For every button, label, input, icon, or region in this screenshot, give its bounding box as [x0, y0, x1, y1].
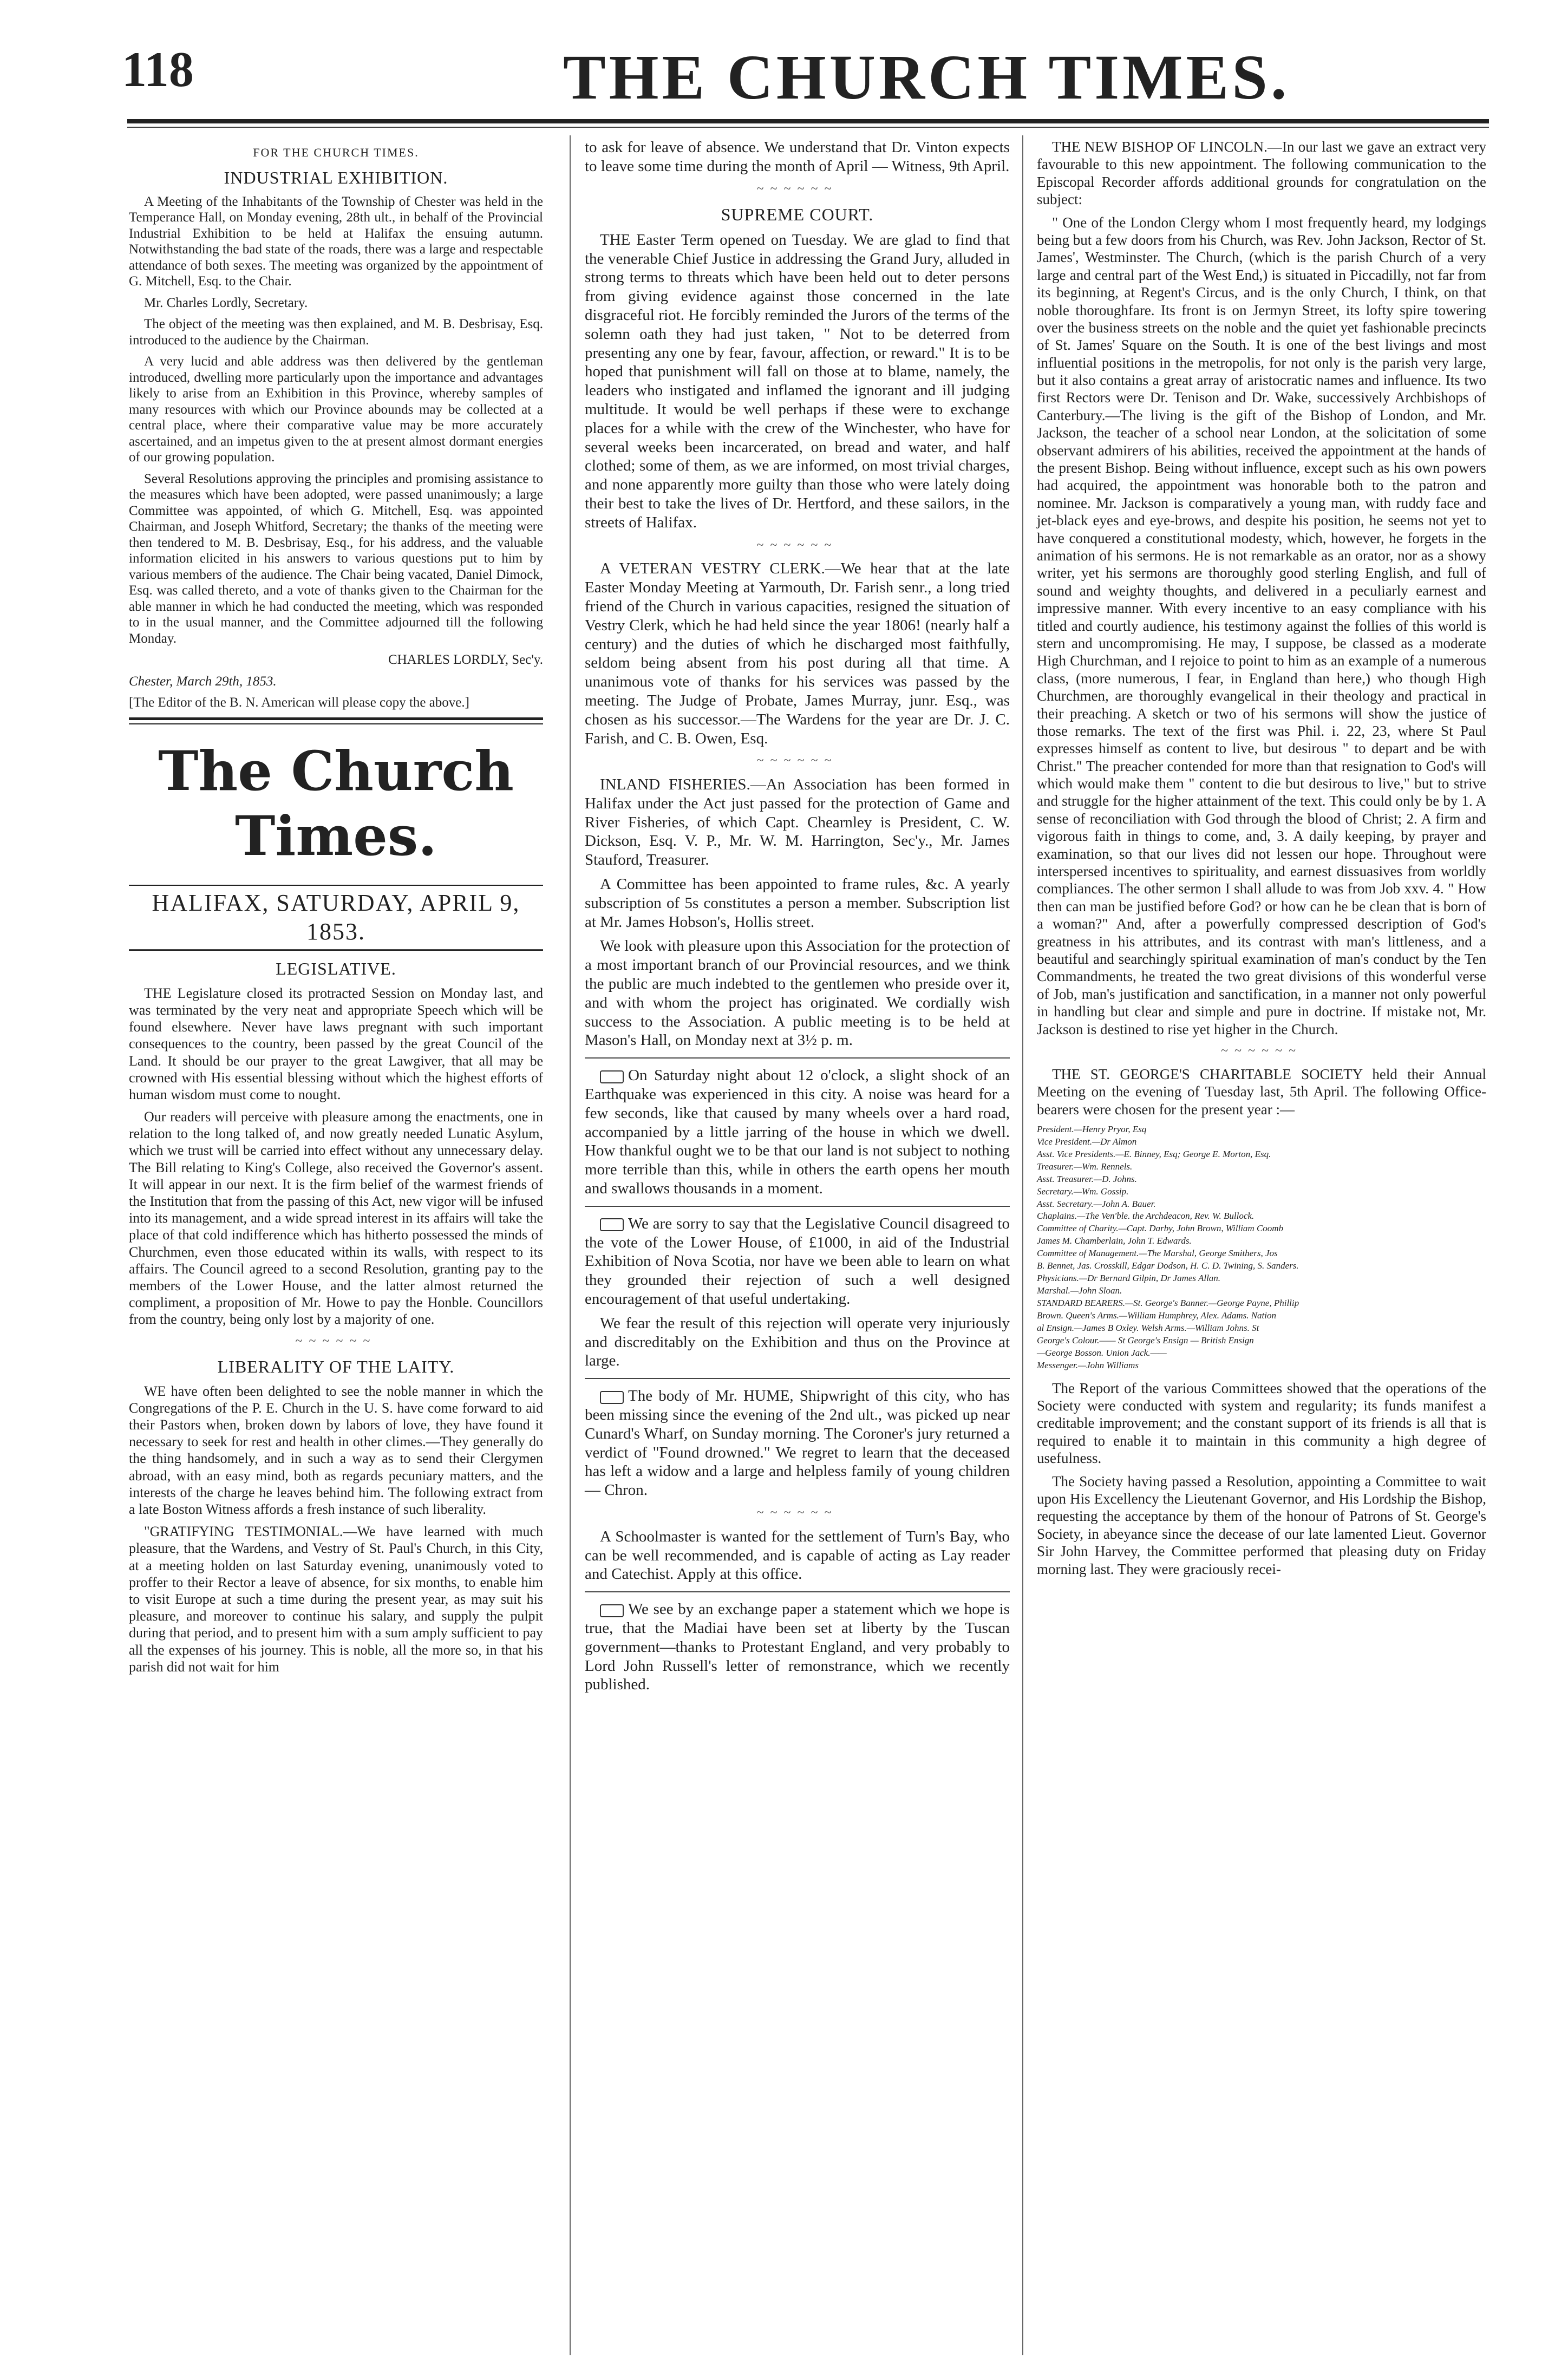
header-rule-thin — [127, 127, 1489, 128]
separator-ornament: ~~~~~~ — [1221, 1043, 1302, 1058]
list-item: Chaplains.—The Ven'ble. the Archdeacon, Rev. W. Bullock. — [1037, 1211, 1255, 1221]
masthead-title: THE CHURCH TIMES. — [563, 42, 1290, 113]
list-item: Physicians.—Dr Bernard Gilpin, Dr James Allan. — [1037, 1273, 1221, 1284]
article-signature: CHARLES LORDLY, Sec'y. — [388, 652, 543, 668]
column-right — [1037, 138, 1486, 1583]
editor-note: [The Editor of the B. N. American will please copy the above.] — [129, 695, 469, 710]
list-item: Asst. Secretary.—John A. Bauer. — [1037, 1198, 1156, 1209]
article-paragraph: to ask for leave of absence. We understand that Dr. Vinton expects to leave some time during the month of April — Witness, 9th April. — [585, 139, 1010, 175]
article-paragraph: We see by an exchange paper a statement which we hope is true, that the Madiai have been set at liberty by the Tuscan government—thanks to Protestant England, and very probably to Lord John Russell's letter of remonstrance, which we recently published. — [585, 1600, 1010, 1694]
article-paragraph: The Report of the various Committees showed that the operations of the Society were conducted with system and regularity; its funds manifest a creditable improvement; and the constant support of its friends is all that is required to enable it to maintain in this community a high degree of usefulness. — [1037, 1380, 1486, 1467]
separator-ornament: ~~~~~~ — [295, 1334, 377, 1348]
separator-ornament: ~~~~~~ — [756, 538, 838, 552]
pointing-hand-icon — [600, 1604, 624, 1617]
article-paragraph: "GRATIFYING TESTIMONIAL.—We have learned with much pleasure, that the Wardens, and Vestry of St. Paul's Church, in this City, at a meeting holden on last Saturday evening, unanimously voted to proffer to their Rector a leave of absence, for six months, to enable him to visit Europe at such a time during the present year, as may suit his pleasure, and moreover to continue his salary, and supply the pulpit during that period, and to present him with a sum amply sufficient to pay all the expenses of his journey. This is noble, all the more so, in that his parish did not wait for him — [129, 1524, 543, 1675]
column-divider — [570, 135, 571, 2355]
list-item: Secretary.—Wm. Gossip. — [1037, 1186, 1129, 1197]
article-paragraph: WE have often been delighted to see the noble manner in which the Congregations of the P. E. Church in the U. S. have come forward to aid their Pastors when, broken down by labors of love, they have found it necessary to seek for rest and health in other climes.—They generally do the thing handsomely, and in such a way as to send their Clergymen abroad, with an easy mind, both as regards pecuniary matters, and the interests of the charge he leaves behind him. The following extract from a late Boston Witness affords a fresh instance of such liberality. — [129, 1383, 543, 1518]
section-title: SUPREME COURT. — [721, 205, 874, 225]
column-middle — [585, 138, 1010, 1700]
pointing-hand-icon — [600, 1070, 624, 1083]
separator-rule — [585, 1206, 1010, 1207]
newspaper-flag: The Church Times. — [158, 739, 514, 868]
list-item: Marshal.—John Sloan. — [1037, 1285, 1122, 1296]
article-paragraph: On Saturday night about 12 o'clock, a slight shock of an Earthquake was experienced in this city. A noise was heard for a few seconds, like that caused by many wheels over a hard road, accompanied by a little jarring of the house in which we dwell. How thankful ought we to be that our land is not subject to nothing more terrible than this, while in others the earth opens her mouth and swallows thousands in a moment. — [585, 1067, 1010, 1198]
list-item: Messenger.—John Williams — [1037, 1360, 1139, 1370]
list-item: Asst. Vice Presidents.—E. Binney, Esq; George E. Morton, Esq. — [1037, 1148, 1271, 1159]
list-item: Asst. Treasurer.—D. Johns. — [1037, 1173, 1137, 1184]
article-paragraph: THE ST. GEORGE'S CHARITABLE SOCIETY held their Annual Meeting on the evening of Tuesday last, 5th April. The following Office-bearers were chosen for the present year :— — [1037, 1066, 1486, 1118]
separator-rule — [585, 1378, 1010, 1379]
column-left — [129, 138, 543, 1681]
section-title: LIBERALITY OF THE LAITY. — [217, 1357, 455, 1377]
article-paragraph: A very lucid and able address was then delivered by the gentleman introduced, dwelling more particularly upon the importance and advantages likely to arise from an Exhibition in this Province, whereby samples of many resources with which our Province abounds may be collected at a central place, where their comparative value may be more accurately ascertained, and an impetus given to the at present almost dormant energies of our growing population. — [129, 354, 543, 465]
article-paragraph: The object of the meeting was then explained, and M. B. Desbrisay, Esq. introduced to the audience by the Chairman. — [129, 317, 543, 348]
article-paragraph: INLAND FISHERIES.—An Association has been formed in Halifax under the Act just passed for the protection of Game and River Fisheries, of which Capt. Chearnley is President, C. W. Dickson, Esq. V. P., Mr. W. M. Harrington, Sec'y., Mr. James Stauford, Treasurer. — [585, 776, 1010, 869]
list-item: President.—Henry Pryor, Esq — [1037, 1123, 1147, 1134]
article-paragraph: A Meeting of the Inhabitants of the Township of Chester was held in the Temperance Hall, on Monday evening, 28th ult., in behalf of the Provincial Industrial Exhibition to be held at Halifax the ensuing autumn. Notwithstanding the bad state of the roads, there was a large and respectable attendance of both sexes. The meeting was organized by the appointment of G. Mitchell, Esq. to the Chair. — [129, 194, 543, 289]
article-paragraph: " One of the London Clergy whom I most frequently heard, my lodgings being but a few doors from his Church, was Rev. John Jackson, Rector of St. James', Westminster. The Church, (which is the parish Church of a very large and central part of the West End,) is situated in Piccadilly, not far from its beginning, at Regent's Circus, and is the only Church, I think, on that noble thoroughfare. Its front is on Jermyn Street, its lofty spire towering over the business streets on the noble and the quiet yet fashionable precincts of St. James' Square on the South. It is one of the best livings and most influential positions in the metropolis, for not only is the parish very large, but it also contains a great array of aristocratic names and influence. Its two first Rectors were Dr. Tenison and Dr. Wake, successively Archbishops of Canterbury.—The living is the gift of the Bishop of London, and Mr. Jackson, the teacher of a school near London, at the solicitation of some observant admirers of his abilities, received the appointment at the hands of the present Bishop. Being without influence, except such as his own powers had acquired, the appointment was honorable both to the patron and nominee. Mr. Jackson is comparatively a young man, with ruddy face and jet-black eyes and eye-brows, and despite his position, he seems not yet to have conquered a constitutional modesty, which, however, he forgets in the animation of his sermons. He is not remarkable as an orator, nor as a showy writer, yet his sermons are thoroughly good sterling English, and full of sound and weighty thoughts, and delivered in a peculiarly earnest and impressive manner. With every incentive to an easy compliance with his titled and courtly audience, his testimony against the follies of this world is stern and uncompromising. He may, I suppose, be classed as a moderate High Churchman, and I rejoice to point to him as an example of a numerous class, (more numerous, I fear, in England than here,) who though High Churchmen, are thoroughly evangelical in their theology and practical in their preaching. A sketch or two of his sermons will show the justice of those remarks. The text of the first was Phil. i. 22, 23, where St Paul expresses himself as content to live, but desirous " to depart and be with Christ." The preacher contended for more than that resignation to God's will which would make them " content to die but desirous to live," but to strive and struggle for the higher attainment of the text. This could only be by 1. A sense of reconciliation with God through the blood of Christ; 2. A firm and vigorous faith in things to come, and, 3. A daily keeping, by prayer and examination, so that our lives did not lessen our hope. Throughout were interspersed incentives to spirituality, and earnest dissuasives from worldly compliances. The other sermon I shall allude to was from Job xxv. 4. " How then can man be justified before God? or how can he be clean that is born of a woman?" And, after a powerfully compressed description of God's greatness in his attributes, and its contrast with man's littleness, and a beautiful and searchingly spiritual examination of man's conduct by the Ten Commandments, he treated the two great divisions of this wonderful verse of Job, man's justification and sanctification, in a manner not only powerful in handling but clear and simple and pure in doctrine. If mistake not, Mr. Jackson is destined to rise yet higher in the Church. — [1037, 214, 1486, 1037]
separator-rule — [585, 1591, 1010, 1592]
list-item: Brown. Queen's Arms.—William Humphrey, Alex. Adams. Nation — [1037, 1310, 1277, 1321]
pointing-hand-icon — [600, 1391, 624, 1404]
article-paragraph: A Committee has been appointed to frame rules, &c. A yearly subscription of 5s constitutes a person a member. Subscription list at Mr. James Hobson's, Hollis street. — [585, 876, 1010, 931]
article-prefix: FOR THE CHURCH TIMES. — [253, 146, 419, 159]
list-item: STANDARD BEARERS.—St. George's Banner.—George Payne, Phillip — [1037, 1298, 1299, 1309]
article-paragraph: We fear the result of this rejection will operate very injuriously and discreditably on the Exhibition and thus on the Province at large. — [585, 1314, 1010, 1370]
article-paragraph: A Schoolmaster is wanted for the settlement of Turn's Bay, who can be well recommended, and is capable of acting as Lay reader and Catechist. Apply at this office. — [585, 1527, 1010, 1583]
dateline: HALIFAX, SATURDAY, APRIL 9, 1853. — [129, 885, 543, 951]
list-item: James M. Chamberlain, John T. Edwards. — [1037, 1236, 1192, 1246]
separator-ornament: ~~~~~~ — [756, 754, 838, 768]
article-title: INDUSTRIAL EXHIBITION. — [224, 168, 448, 188]
separator-rule — [585, 1057, 1010, 1059]
article-paragraph: THE Legislature closed its protracted Session on Monday last, and was terminated by the very neat and appropriate Speech which will be found elsewhere. Never have laws pregnant with such important consequences to the country, been passed by the great Council of the Land. It should be our prayer to the great Lawgiver, that all may be crowned with His essential blessing without which the highest efforts of human wisdom must come to nought. — [129, 985, 543, 1102]
place-date: Chester, March 29th, 1853. — [129, 674, 277, 689]
section-title: LEGISLATIVE. — [276, 959, 396, 979]
column-divider — [1022, 135, 1023, 2355]
article-paragraph: The body of Mr. HUME, Shipwright of this city, who has been missing since the evening of the 2nd ult., was picked up near Cunard's Wharf, on Sunday morning. The Coroner's jury returned a verdict of "Found drowned." We regret to learn that the deceased has left a widow and a large and helpless family of young children — Chron. — [585, 1387, 1010, 1499]
article-paragraph: A VETERAN VESTRY CLERK.—We hear that at the late Easter Monday Meeting at Yarmouth, Dr. Farish senr., a long tried friend of the Church in various capacities, resigned the situation of Vestry Clerk, which he had held since the year 1806! (nearly half a century) and the duties of which he discharged most faithfully, seldom being absent from his post during all that time. A unanimous vote of thanks for his services was passed by the meeting. The Judge of Probate, James Murray, junr. Esq., was chosen as his successor.—The Wardens for the year are Dr. J. C. Farish, and C. B. Owen, Esq. — [585, 560, 1010, 747]
article-paragraph: THE NEW BISHOP OF LINCOLN.—In our last we gave an extract very favourable to this new appointment. The following communication to the Episcopal Recorder affords additional grounds for congratulation on the subject: — [1037, 139, 1486, 208]
list-item: Committee of Management.—The Marshal, George Smithers, Jos — [1037, 1248, 1278, 1259]
article-paragraph: Mr. Charles Lordly, Secretary. — [144, 295, 308, 310]
article-paragraph: We look with pleasure upon this Association for the protection of a most important branch of our Provincial resources, and we think the public are much indebted to the gentlemen who preside over it, and with whom the project has originated. We cordially wish success to the Association. A public meeting is to be held at Mason's Hall, on Monday next at 3½ p. m. — [585, 937, 1010, 1049]
flag-rule — [129, 717, 543, 724]
list-item: Committee of Charity.—Capt. Darby, John Brown, William Coomb — [1037, 1223, 1284, 1234]
article-paragraph: The Society having passed a Resolution, appointing a Committee to wait upon His Excellency the Lieutenant Governor, and His Lordship the Bishop, requesting the acceptance by them of the honour of Patrons of St. George's Society, in abeyance since the decease of our late lamented Lieut. Governor Sir John Harvey, the Committee performed that pleasing duty on Friday morning last. They were graciously recei- — [1037, 1473, 1486, 1577]
separator-ornament: ~~~~~~ — [756, 181, 838, 196]
list-item: B. Bennet, Jas. Crosskill, Edgar Dodson, H. C. D. Twining, S. Sanders. — [1037, 1260, 1299, 1271]
article-paragraph: Several Resolutions approving the principles and promising assistance to the measures which have been adopted, were passed unanimously; a large Committee was appointed, of which G. Mitchell, Esq. was appointed Chairman, and Joseph Whitford, Secretary; the thanks of the meeting were then tendered to M. B. Desbrisay, Esq., for his address, and the valuable information elicited in his answers to various questions put to him by various members of the audience. The Chair being vacated, Daniel Dimock, Esq. was called thereto, and a vote of thanks given to the Chairman for the able manner in which he had conducted the meeting, which was responded to in the usual manner, and the Committee adjourned till the following Monday. — [129, 471, 543, 646]
header-rule — [127, 119, 1489, 123]
separator-ornament: ~~~~~~ — [756, 1505, 838, 1520]
article-paragraph: THE Easter Term opened on Tuesday. We are glad to find that the venerable Chief Justice in addressing the Grand Jury, alluded in strong terms to threats which have been held out to deter persons from giving evidence against those concerned in the late disgraceful riot. He forcibly reminded the Jurors of the terms of the solemn oath they had just taken, " Not to be deterred from presenting any one by fear, favour, affection, or reward." It is to be hoped that punishment will fall on those at to blame, namely, the leaders who instigated and inflamed the ignorant and ill judging multitude. It would be well perhaps if these were to exchange places for a while with the crew of the Winchester, who have for several weeks been incarcerated, on bread and water, and half clothed; some of them, as we are informed, on most trivial charges, and none apparently more guilty than those who were lately doing their best to take the lives of Dr. Hertford, and these sailors, in the streets of Halifax. — [585, 231, 1010, 531]
list-item: al Ensign.—James B Oxley. Welsh Arms.—William Johns. St — [1037, 1322, 1259, 1333]
article-paragraph: Our readers will perceive with pleasure among the enactments, one in relation to the long talked of, and now greatly needed Lunatic Asylum, which we trust will be carried into effect without any unnecessary delay. The Bill relating to King's College, also received the Governor's assent. It will appear in our next. It is the firm belief of the warmest friends of the Institution that from the passing of this Act, new vigor will be infused into its management, and a wide spread interest in its affairs will take the place of that cold indifference which has hitherto possessed the minds of Churchmen, even those educated within its walls, with respect to its affairs. The Council agreed to a second Resolution, granting pay to the members of the Lower House, and the latter almost returned the compliment, a proposition of Mr. Howe to pay the Honble. Councillors from the country, being only lost by a majority of one. — [129, 1109, 543, 1328]
list-item: —George Bosson. Union Jack.—— — [1037, 1347, 1167, 1358]
list-item: George's Colour.—— St George's Ensign — British Ensign — [1037, 1335, 1254, 1345]
list-item: Vice President.—Dr Almon — [1037, 1136, 1137, 1147]
article-paragraph: We are sorry to say that the Legislative Council disagreed to the vote of the Lower House, of £1000, in aid of the Industrial Exhibition of Nova Scotia, nor have we been able to learn on what they grounded their rejection of such a well designed encouragement of that useful undertaking. — [585, 1214, 1010, 1308]
pointing-hand-icon — [600, 1218, 624, 1231]
officer-list — [1037, 1123, 1486, 1372]
list-item: Treasurer.—Wm. Rennels. — [1037, 1161, 1133, 1172]
page-number: 118 — [122, 42, 194, 97]
